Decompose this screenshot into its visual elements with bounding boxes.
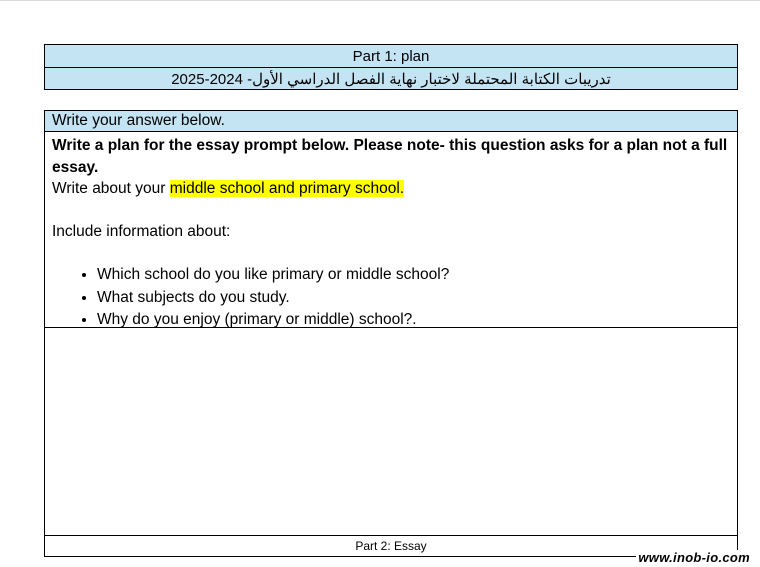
list-item: • Which school do you like primary or middle school? <box>97 264 730 287</box>
part1-title: Part 1: plan <box>45 45 737 67</box>
list-item: • What subjects do you study. <box>97 287 730 310</box>
plan-instruction: Write a plan for the essay prompt below. Please note- this question asks for a plan not a full essay. <box>52 137 728 176</box>
topic-highlight: middle school and primary school. <box>169 180 405 197</box>
page-top-rule <box>0 0 760 1</box>
bullet-list <box>52 264 730 332</box>
arabic-subtitle: تدريبات الكتابة المحتملة لاختبار نهاية الفصل الدراسي الأول- 2024-2025 <box>45 67 737 89</box>
topic-line <box>52 178 730 200</box>
topic-prefix: Write about your <box>52 180 170 197</box>
answer-table <box>44 110 738 557</box>
part2-label: Part 2: Essay <box>355 539 427 553</box>
watermark: www.inob-io.com <box>638 550 750 565</box>
prompt-cell <box>45 132 737 328</box>
include-label: Include information about: <box>52 223 231 240</box>
list-item: • Why do you enjoy (primary or middle) school?. <box>97 309 730 332</box>
spacer <box>52 243 730 265</box>
answer-area[interactable] <box>45 328 737 536</box>
spacer <box>52 200 730 222</box>
answer-heading: Write your answer below. <box>45 111 737 132</box>
header-table <box>44 44 738 90</box>
